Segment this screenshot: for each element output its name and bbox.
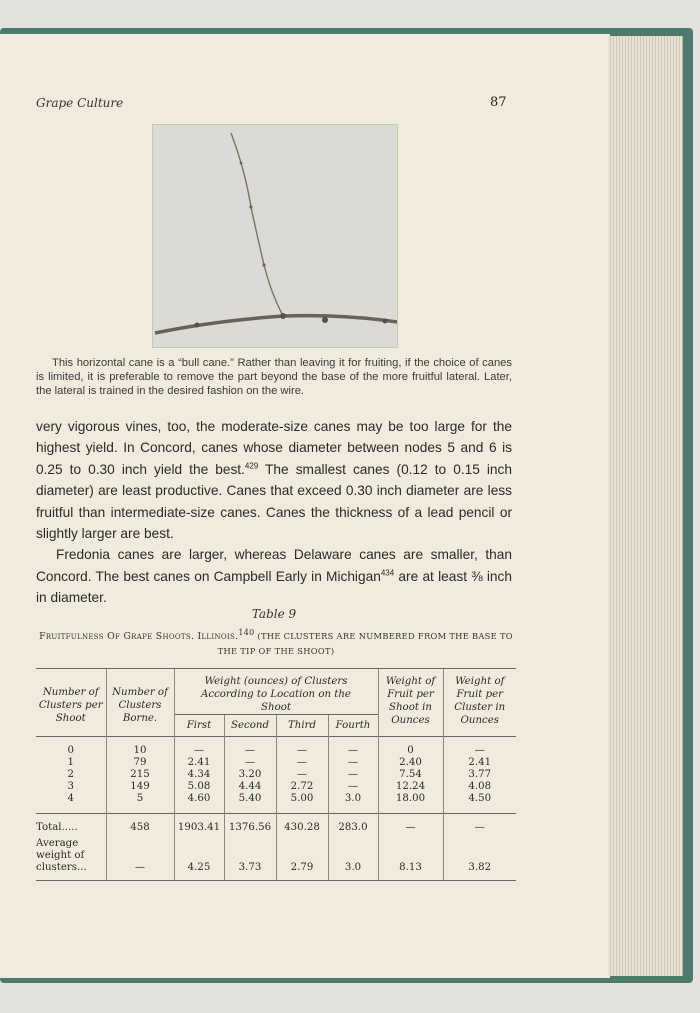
fruitfulness-table bbox=[36, 668, 516, 881]
average-label-line: weight of bbox=[36, 850, 85, 861]
cell-shoot: 18.00 bbox=[378, 793, 443, 814]
cell-borne: 10 bbox=[106, 737, 174, 758]
header-fruit-per-shoot: Weight of Fruit per Shoot in Ounces bbox=[378, 669, 443, 737]
cell-n: 0 bbox=[36, 737, 106, 758]
average-label bbox=[36, 834, 106, 881]
cell-first: 2.41 bbox=[174, 757, 224, 769]
cell-fourth: — bbox=[328, 737, 378, 758]
cell-shoot: 0 bbox=[378, 737, 443, 758]
running-title: Grape Culture bbox=[36, 96, 124, 110]
paragraph-2-text-b: are at least ⅜ inch in diameter. bbox=[36, 568, 512, 606]
body-text bbox=[36, 416, 512, 609]
footnote-ref: 140 bbox=[238, 627, 255, 637]
header-weight-group: Weight (ounces) of Clusters According to Location on the Shoot bbox=[174, 669, 378, 715]
total-label: Total..... bbox=[36, 814, 106, 835]
header-third: Third bbox=[276, 715, 328, 737]
cell-second: — bbox=[224, 757, 276, 769]
cell-first: — bbox=[174, 737, 224, 758]
paragraph-1 bbox=[36, 416, 512, 544]
cell-cluster: — bbox=[443, 737, 516, 758]
cane-drawing bbox=[153, 125, 397, 347]
cell-first: 4.60 bbox=[174, 793, 224, 814]
cane-photograph bbox=[152, 124, 398, 348]
cell-borne: 149 bbox=[106, 781, 174, 793]
cell-shoot: 12.24 bbox=[378, 781, 443, 793]
cell-shoot: — bbox=[378, 814, 443, 835]
cell-cluster: 3.82 bbox=[443, 834, 516, 881]
cell-shoot: 8.13 bbox=[378, 834, 443, 881]
cell-borne: — bbox=[106, 834, 174, 881]
header-fruit-per-cluster: Weight of Fruit per Cluster in Ounces bbox=[443, 669, 516, 737]
table-title-text: Fruitfulness Of Grape Shoots. Illinois. bbox=[39, 631, 239, 642]
table-row bbox=[36, 769, 516, 781]
cell-second: 1376.56 bbox=[224, 814, 276, 835]
header-clusters-per-shoot: Number of Clusters per Shoot bbox=[36, 669, 106, 737]
footnote-ref: 429 bbox=[244, 461, 259, 471]
cell-second: 5.40 bbox=[224, 793, 276, 814]
paragraph-2-text-a: Fredonia canes are larger, whereas Delaware canes are smaller, than Concord. The best canes on Campbell Early in Michigan bbox=[36, 547, 512, 584]
cell-cluster: — bbox=[443, 814, 516, 835]
cell-first: 4.34 bbox=[174, 769, 224, 781]
total-row bbox=[36, 814, 516, 835]
table-row bbox=[36, 757, 516, 769]
cell-n: 3 bbox=[67, 781, 74, 792]
table-row bbox=[36, 781, 516, 793]
table-row bbox=[36, 793, 516, 814]
footnote-ref: 434 bbox=[380, 568, 395, 578]
cell-shoot: 2.40 bbox=[378, 757, 443, 769]
cell-n: 4 bbox=[67, 793, 74, 804]
cell-third: 5.00 bbox=[276, 793, 328, 814]
cell-cluster: 3.77 bbox=[443, 769, 516, 781]
cell-shoot: 7.54 bbox=[378, 769, 443, 781]
cell-n: 2 bbox=[67, 769, 74, 780]
header-fourth: Fourth bbox=[328, 715, 378, 737]
cell-fourth: — bbox=[328, 769, 378, 781]
cell-cluster: 4.08 bbox=[443, 781, 516, 793]
table-title-note: (THE CLUSTERS ARE NUMBERED FROM THE BASE TO THE TIP OF THE SHOOT) bbox=[217, 631, 513, 656]
cell-third: 2.72 bbox=[276, 781, 328, 793]
header-second: Second bbox=[224, 715, 276, 737]
cell-cluster: 4.50 bbox=[443, 793, 516, 814]
cell-first: 4.25 bbox=[174, 834, 224, 881]
cell-third: — bbox=[276, 769, 328, 781]
cell-second: 3.73 bbox=[224, 834, 276, 881]
cell-third: — bbox=[276, 757, 328, 769]
cell-cluster: 2.41 bbox=[443, 757, 516, 769]
header-clusters-borne: Number of Clusters Borne. bbox=[106, 669, 174, 737]
average-label-line: clusters... bbox=[36, 862, 87, 873]
cell-third: — bbox=[276, 737, 328, 758]
page-edges bbox=[608, 36, 683, 976]
cell-borne: 5 bbox=[106, 793, 174, 814]
cell-borne: 458 bbox=[106, 814, 174, 835]
paragraph-1-text-a: very vigorous vines, too, the moderate-size canes may be too large for the highest yield. In Concord, canes whose diameter between nodes 5 and 6 is 0.25 to 0.30 inch yield the best. bbox=[36, 419, 512, 477]
header-first: First bbox=[174, 715, 224, 737]
cell-second: 4.44 bbox=[224, 781, 276, 793]
cell-first: 5.08 bbox=[174, 781, 224, 793]
paragraph-1-text-b: The smallest canes (0.12 to 0.15 inch diameter) are least productive. Canes that exceed 0.30 inch diameter are less fruitful than intermediate-size canes. Canes the thickness of a lead pencil or slightly larger are best. bbox=[36, 461, 512, 542]
table-label: Table 9 bbox=[251, 607, 297, 621]
cell-n: 1 bbox=[67, 757, 74, 768]
page-number: 87 bbox=[490, 95, 507, 110]
cell-third: 430.28 bbox=[276, 814, 328, 835]
cell-fourth: 3.0 bbox=[328, 834, 378, 881]
cell-second: 3.20 bbox=[224, 769, 276, 781]
average-row bbox=[36, 834, 516, 881]
cell-first: 1903.41 bbox=[174, 814, 224, 835]
cell-borne: 215 bbox=[106, 769, 174, 781]
cell-second: — bbox=[224, 737, 276, 758]
figure-caption: This horizontal cane is a “bull cane.” Rather than leaving it for fruiting, if the choice of canes is limited, it is preferable to remove the part beyond the base of the more fruitful lateral. Later, the lateral is trained in the desired fashion on the wire. bbox=[36, 357, 512, 397]
average-label-line: Average bbox=[36, 838, 79, 849]
cell-fourth: 283.0 bbox=[328, 814, 378, 835]
cell-fourth: 3.0 bbox=[328, 793, 378, 814]
table-title bbox=[36, 629, 516, 659]
cell-borne: 79 bbox=[106, 757, 174, 769]
cell-third: 2.79 bbox=[276, 834, 328, 881]
cell-fourth: — bbox=[328, 757, 378, 769]
paragraph-2 bbox=[36, 544, 512, 608]
table-row bbox=[36, 737, 516, 758]
cell-fourth: — bbox=[328, 781, 378, 793]
